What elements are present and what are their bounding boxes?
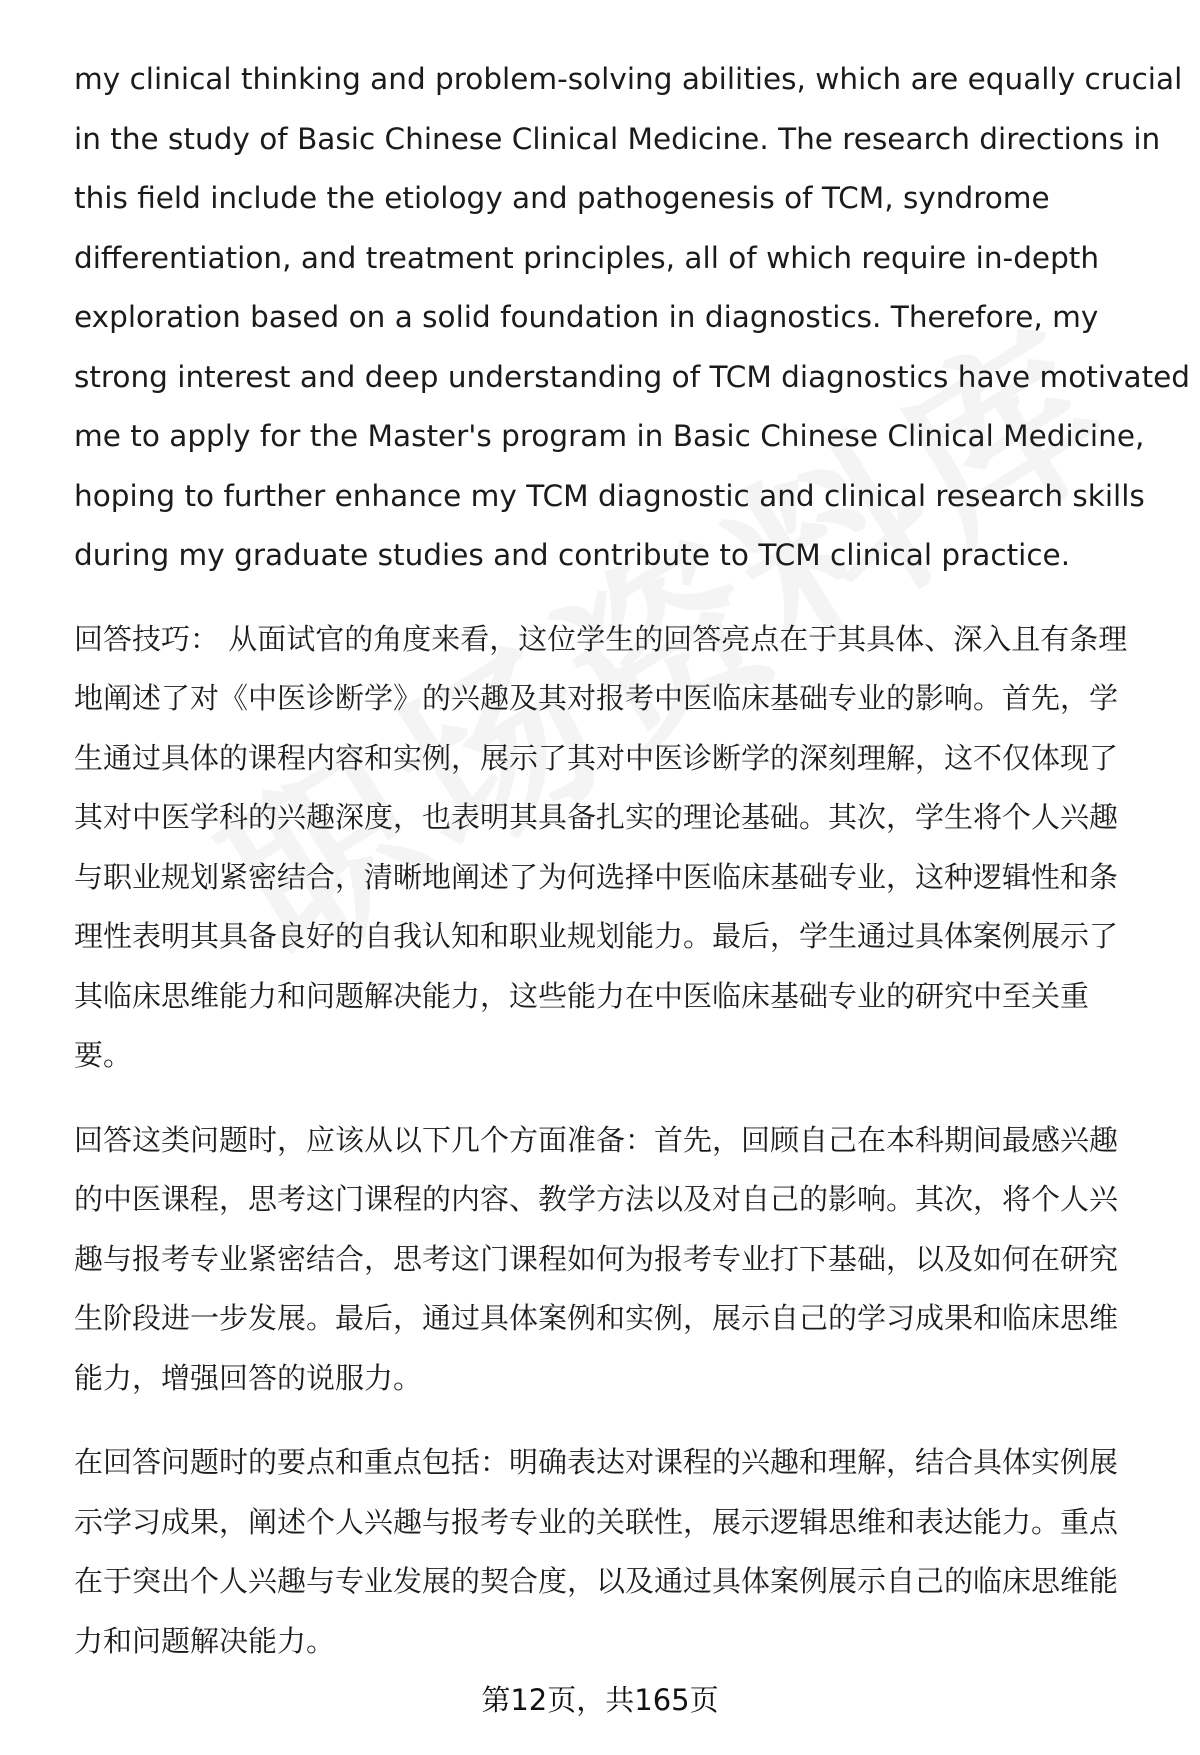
- text-line: 与职业规划紧密结合，清晰地阐述了为何选择中医临床基础专业，这种逻辑性和条: [74, 859, 1119, 894]
- page-number: 第12页，共165页: [481, 1683, 719, 1717]
- text-line: 其对中医学科的兴趣深度，也表明其具备扎实的理论基础。其次，学生将个人兴趣: [74, 800, 1119, 834]
- text-line: 要。: [74, 1038, 133, 1072]
- text-line: this field include the etiology and pathogenesis of TCM, syndrome: [74, 181, 1050, 215]
- text-line: 回答这类问题时，应该从以下几个方面准备：首先，回顾自己在本科期间最感兴趣: [74, 1122, 1119, 1157]
- text-line: 生通过具体的课程内容和实例，展示了其对中医诊断学的深刻理解，这不仅体现了: [74, 740, 1119, 775]
- text-line: 趣与报考专业紧密结合，思考这门课程如何为报考专业打下基础，以及如何在研究: [74, 1241, 1119, 1276]
- text-line: 理性表明其具备良好的自我认知和职业规划能力。最后，学生通过具体案例展示了: [74, 919, 1119, 953]
- text-line: 生阶段进一步发展。最后，通过具体案例和实例，展示自己的学习成果和临床思维: [74, 1301, 1119, 1335]
- text-line: 的中医课程，思考这门课程的内容、教学方法以及对自己的影响。其次，将个人兴: [74, 1182, 1119, 1216]
- document-body: [74, 50, 1191, 1671]
- text-line: 力和问题解决能力。: [74, 1623, 336, 1658]
- text-line: strong interest and deep understanding of TCM diagnostics have motivated: [74, 359, 1191, 394]
- text-line: during my graduate studies and contribute to TCM clinical practice.: [74, 538, 1071, 572]
- english-paragraph: [74, 50, 1191, 586]
- text-line: 在回答问题时的要点和重点包括：明确表达对课程的兴趣和理解，结合具体实例展: [74, 1445, 1119, 1479]
- text-line: 示学习成果，阐述个人兴趣与报考专业的关联性，展示逻辑思维和表达能力。重点: [74, 1504, 1119, 1539]
- text-line: in the study of Basic Chinese Clinical Medicine. The research directions in: [74, 121, 1161, 156]
- text-line: 回答技巧： 从面试官的角度来看，这位学生的回答亮点在于其具体、深入且有条理: [74, 621, 1128, 656]
- text-line: my clinical thinking and problem-solving abilities, which are equally crucial: [74, 62, 1183, 96]
- answer-tips-paragraph: [74, 610, 1164, 1086]
- text-line: 其临床思维能力和问题解决能力，这些能力在中医临床基础专业的研究中至关重: [74, 978, 1090, 1013]
- text-line: 在于突出个人兴趣与专业发展的契合度，以及通过具体案例展示自己的临床思维能: [74, 1564, 1119, 1598]
- text-line: exploration based on a solid foundation in diagnostics. Therefore, my: [74, 300, 1099, 334]
- text-line: hoping to further enhance my TCM diagnostic and clinical research skills: [74, 478, 1145, 513]
- text-line: 地阐述了对《中医诊断学》的兴趣及其对报考中医临床基础专业的影响。首先，学: [74, 681, 1119, 715]
- text-line: me to apply for the Master's program in Basic Chinese Clinical Medicine,: [74, 419, 1145, 453]
- preparation-paragraph: [74, 1111, 1164, 1409]
- text-line: 能力，增强回答的说服力。: [74, 1360, 423, 1395]
- key-points-paragraph: [74, 1433, 1164, 1671]
- text-line: differentiation, and treatment principles, all of which require in-depth: [74, 240, 1100, 275]
